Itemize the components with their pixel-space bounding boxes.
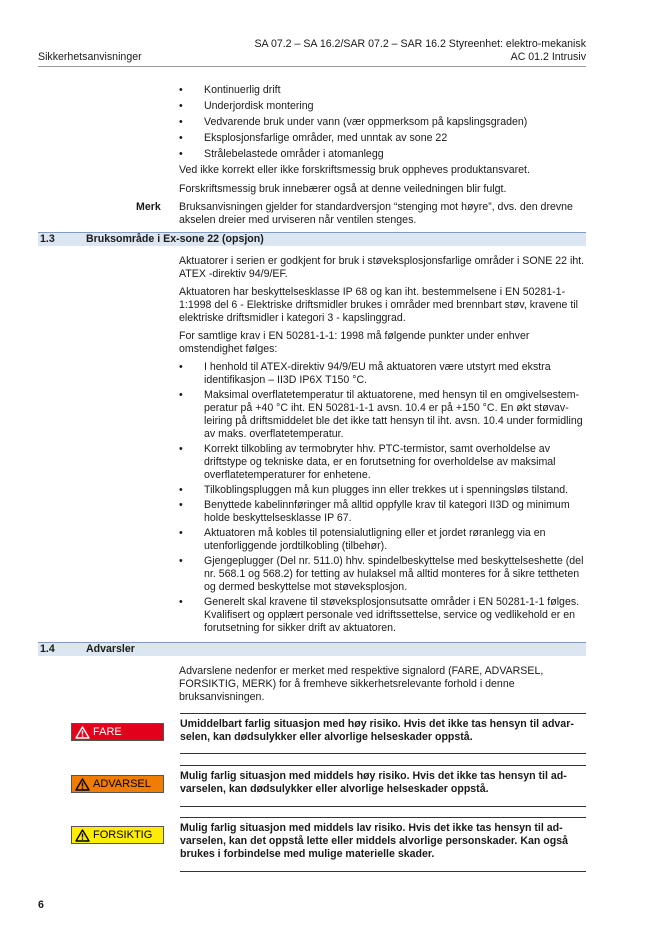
- section-number: 1.3: [40, 233, 55, 245]
- header-title: SA 07.2 – SA 16.2/SAR 07.2 – SAR 16.2 Styreenhet: elektro-mekanisk: [254, 38, 586, 50]
- header-divider: [38, 66, 586, 67]
- list-item: • Korrekt tilkobling av termobryter hhv. PTC-termistor, samt overholdelse av driftstype og tekniske data, er en forutsetning for overholdelse av maksimal overflatetemperaturer for enhetene.: [179, 443, 589, 484]
- paragraph: Ved ikke korrekt eller ikke forskriftsmessig bruk oppheves produktansvaret.: [179, 164, 530, 176]
- paragraph: Aktuatoren har beskyttelsesklasse IP 68 og kan iht. bestemmelsene i EN 50281-1-1:1998 del 6 - Elektriske driftsmidler brukes i områder med brennbart støv, kravene til elektriske driftsmidler i kategori 3 - kapslinggrad.: [179, 286, 578, 324]
- note-text: Bruksanvisningen gjelder for standardversjon “stenging mot høyre”, dvs. den drevne akselen dreier med urviseren når ventilen stenges.: [179, 201, 573, 226]
- list-item: • Aktuatoren må kobles til potensialutligning eller et jordet røranlegg via en utenforliggende jordtilkobling (tilbehør).: [179, 527, 589, 555]
- section-number: 1.4: [40, 643, 55, 655]
- page-header-right: [254, 38, 586, 64]
- header-subtitle: AC 01.2 Intrusiv: [510, 51, 586, 63]
- warning-divider: [180, 806, 586, 807]
- warning-divider: [180, 753, 586, 754]
- page-number: 6: [38, 899, 44, 911]
- list-item: • Tilkoblingspluggen må kun plugges inn eller trekkes ut i spenningsløs tilstand.: [179, 484, 589, 499]
- paragraph: Aktuatorer i serien er godkjent for bruk i støveksplosjonsfarlige områder i SONE 22 iht. ATEX -direktiv 94/9/EF.: [179, 255, 585, 280]
- warning-text: Mulig farlig situasjon med middels høy risiko. Hvis det ikke tas hensyn til ad-varselen, kan dødsulykker eller alvorlige helseskader oppstå.: [180, 770, 567, 795]
- paragraph: Forskriftsmessig bruk innebærer også at denne veiledningen blir fulgt.: [179, 183, 507, 195]
- list-item: • I henhold til ATEX-direktiv 94/9/EU må aktuatoren være utstyrt med ekstra identifikasjon – II3D IP6X T150 °C.: [179, 361, 589, 389]
- paragraph: For samtlige krav i EN 50281-1-1: 1998 må følgende punkter under enhver omstendighet følges:: [179, 330, 530, 355]
- list-item: • Underjordisk montering: [179, 100, 589, 116]
- warning-divider: [180, 817, 586, 818]
- requirements-bullet-list: [179, 361, 589, 637]
- list-item: • Benyttede kabelinnføringer må alltid oppfylle krav til kategori II3D og minimum holde beskyttelsesklasse IP 67.: [179, 499, 589, 527]
- intro-bullet-list: [179, 84, 589, 164]
- warning-divider: [180, 765, 586, 766]
- list-item: • Generelt skal kravene til støveksplosjonsutsatte områder i EN 50281-1-1 følges. Kvalifisert og opplært personale ved idriftssettelse, service og vedlikehold er en forutsetning for sikker drift av aktuatoren.: [179, 596, 589, 637]
- header-section-name: Sikkerhetsanvisninger: [38, 51, 142, 63]
- warning-divider: [180, 871, 586, 872]
- paragraph: Advarslene nedenfor er merket med respektive signalord (FARE, ADVARSEL, FORSIKTIG, MERK) for å fremheve sikkerhetsrelevante forhold i denne bruksanvisningen.: [179, 665, 544, 703]
- signal-label-fare: [71, 723, 164, 741]
- list-item: • Gjengeplugger (Del nr. 511.0) hhv. spindelbeskyttelse med beskyttelseshette (del nr. 568.1 og 568.2) for tetting av hulaksel må alltid monteres for å sikre tettheten og dermed beskyttelse mot støveksplosjon.: [179, 555, 589, 596]
- list-item: • Vedvarende bruk under vann (vær oppmerksom på kapslingsgraden): [179, 116, 589, 132]
- warning-text: Mulig farlig situasjon med middels lav risiko. Hvis det ikke tas hensyn til ad-varselen, kan det oppstå lette eller middels alvorlige personskader. Kan også brukes i forbindelse med mulige materielle skader.: [180, 822, 568, 860]
- section-title: Advarsler: [86, 643, 135, 655]
- signal-word: FARE: [93, 726, 122, 738]
- signal-label-advarsel: [71, 775, 164, 793]
- note-label: Merk: [136, 201, 161, 213]
- warning-triangle-icon: [75, 829, 90, 842]
- section-title: Bruksområde i Ex-sone 22 (opsjon): [86, 233, 264, 245]
- list-item: • Eksplosjonsfarlige områder, med unntak av sone 22: [179, 132, 589, 148]
- warning-divider: [180, 713, 586, 714]
- signal-word: FORSIKTIG: [93, 829, 153, 841]
- list-item: • Maksimal overflatetemperatur til aktuatorene, med hensyn til en omgivelsestem-peratur på +40 °C iht. EN 50281-1-1 avsn. 10.4 er på +150 °C. En økt støvav-leiring på driftsmiddelet ble det ikke tatt hensyn til iht. avsn. 10.4 under formidling av maks. overflatetemperatur.: [179, 389, 589, 443]
- warning-text: Umiddelbart farlig situasjon med høy risiko. Hvis det ikke tas hensyn til advar-selen, kan dødsulykker eller alvorlige helseskader oppstå.: [180, 718, 574, 743]
- section-heading-1-4: [38, 642, 586, 656]
- warning-triangle-icon: [75, 726, 90, 739]
- section-heading-1-3: [38, 232, 586, 246]
- signal-label-forsiktig: [71, 826, 164, 844]
- signal-word: ADVARSEL: [93, 778, 151, 790]
- list-item: • Strålebelastede områder i atomanlegg: [179, 148, 589, 164]
- list-item: • Kontinuerlig drift: [179, 84, 589, 100]
- warning-triangle-icon: [75, 778, 90, 791]
